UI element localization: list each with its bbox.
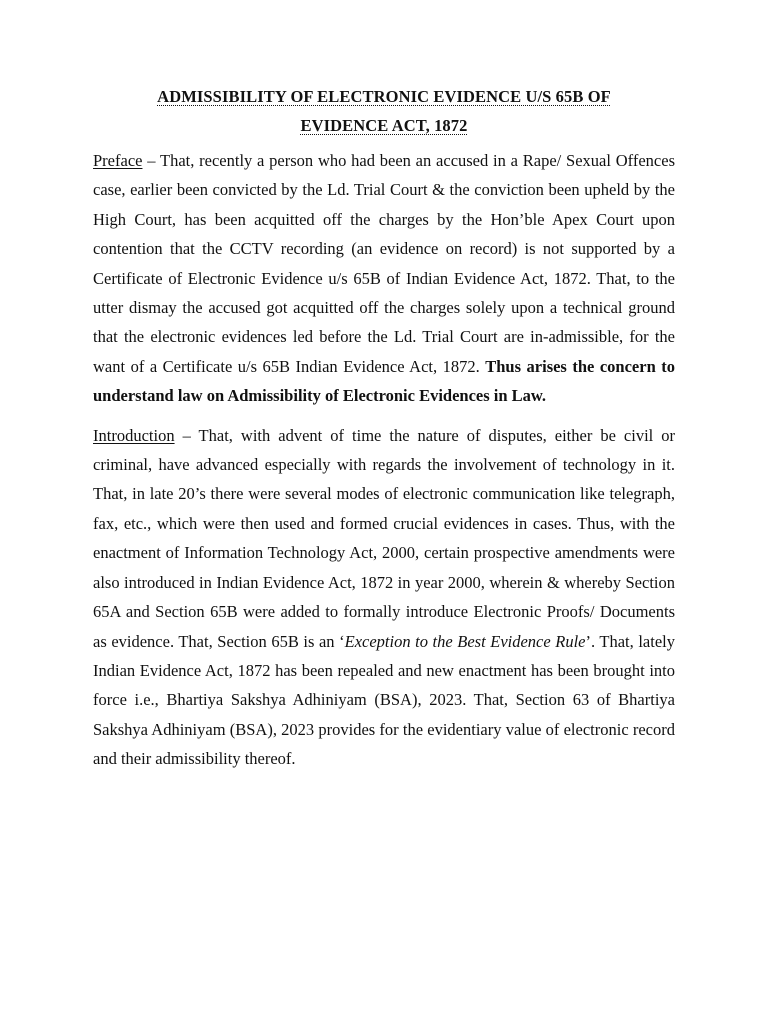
document-title xyxy=(93,82,675,140)
introduction-italic-text: Exception to the Best Evidence Rule xyxy=(344,631,586,651)
introduction-text-after: ’. That, lately Indian Evidence Act, 1872 has been repealed and new enactment has been brought into force i.e., Bhartiya Sakshya Adhiniyam (BSA), 2023. That, Section 63 of Bhartiya Sakshya Adhiniyam (BSA), 2023 provides for the evidentiary value of electronic record and their admissibility thereof. xyxy=(93,631,675,769)
preface-heading: Preface xyxy=(93,151,143,170)
introduction-paragraph xyxy=(93,421,675,774)
preface-bold-text: Thus arises the concern to understand law on Admissibility of Electronic Evidences in Law. xyxy=(93,356,675,406)
title-line-2: EVIDENCE ACT, 1872 xyxy=(300,116,468,135)
document-page xyxy=(93,82,675,784)
preface-text: – That, recently a person who had been an accused in a Rape/ Sexual Offences case, earlier been convicted by the Ld. Trial Court & the conviction been upheld by the High Court, has been acquitted off the charges by the Hon’ble Apex Court upon contention that the CCTV recording (an evidence on record) is not supported by a Certificate of Electronic Evidence u/s 65B of Indian Evidence Act, 1872. That, to the utter dismay the accused got acquitted off the charges solely upon a technical ground that the electronic evidences led before the Ld. Trial Court are in-admissible, for the want of a Certificate u/s 65B Indian Evidence Act, 1872. xyxy=(93,151,675,376)
introduction-text-before: – That, with advent of time the nature of disputes, either be civil or criminal, have advanced especially with regards the involvement of technology in it. That, in late 20’s there were several modes of electronic communication like telegraph, fax, etc., which were then used and formed crucial evidences in cases. Thus, with the enactment of Information Technology Act, 2000, certain prospective amendments were also introduced in Indian Evidence Act, 1872 in year 2000, wherein & whereby Section 65A and Section 65B were added to formally introduce Electronic Proofs/ Documents as evidence. That, Section 65B is an ‘ xyxy=(93,425,675,651)
title-line-1: ADMISSIBILITY OF ELECTRONIC EVIDENCE U/S 65B OF xyxy=(157,87,611,106)
preface-paragraph xyxy=(93,146,675,411)
introduction-heading: Introduction xyxy=(93,425,175,445)
